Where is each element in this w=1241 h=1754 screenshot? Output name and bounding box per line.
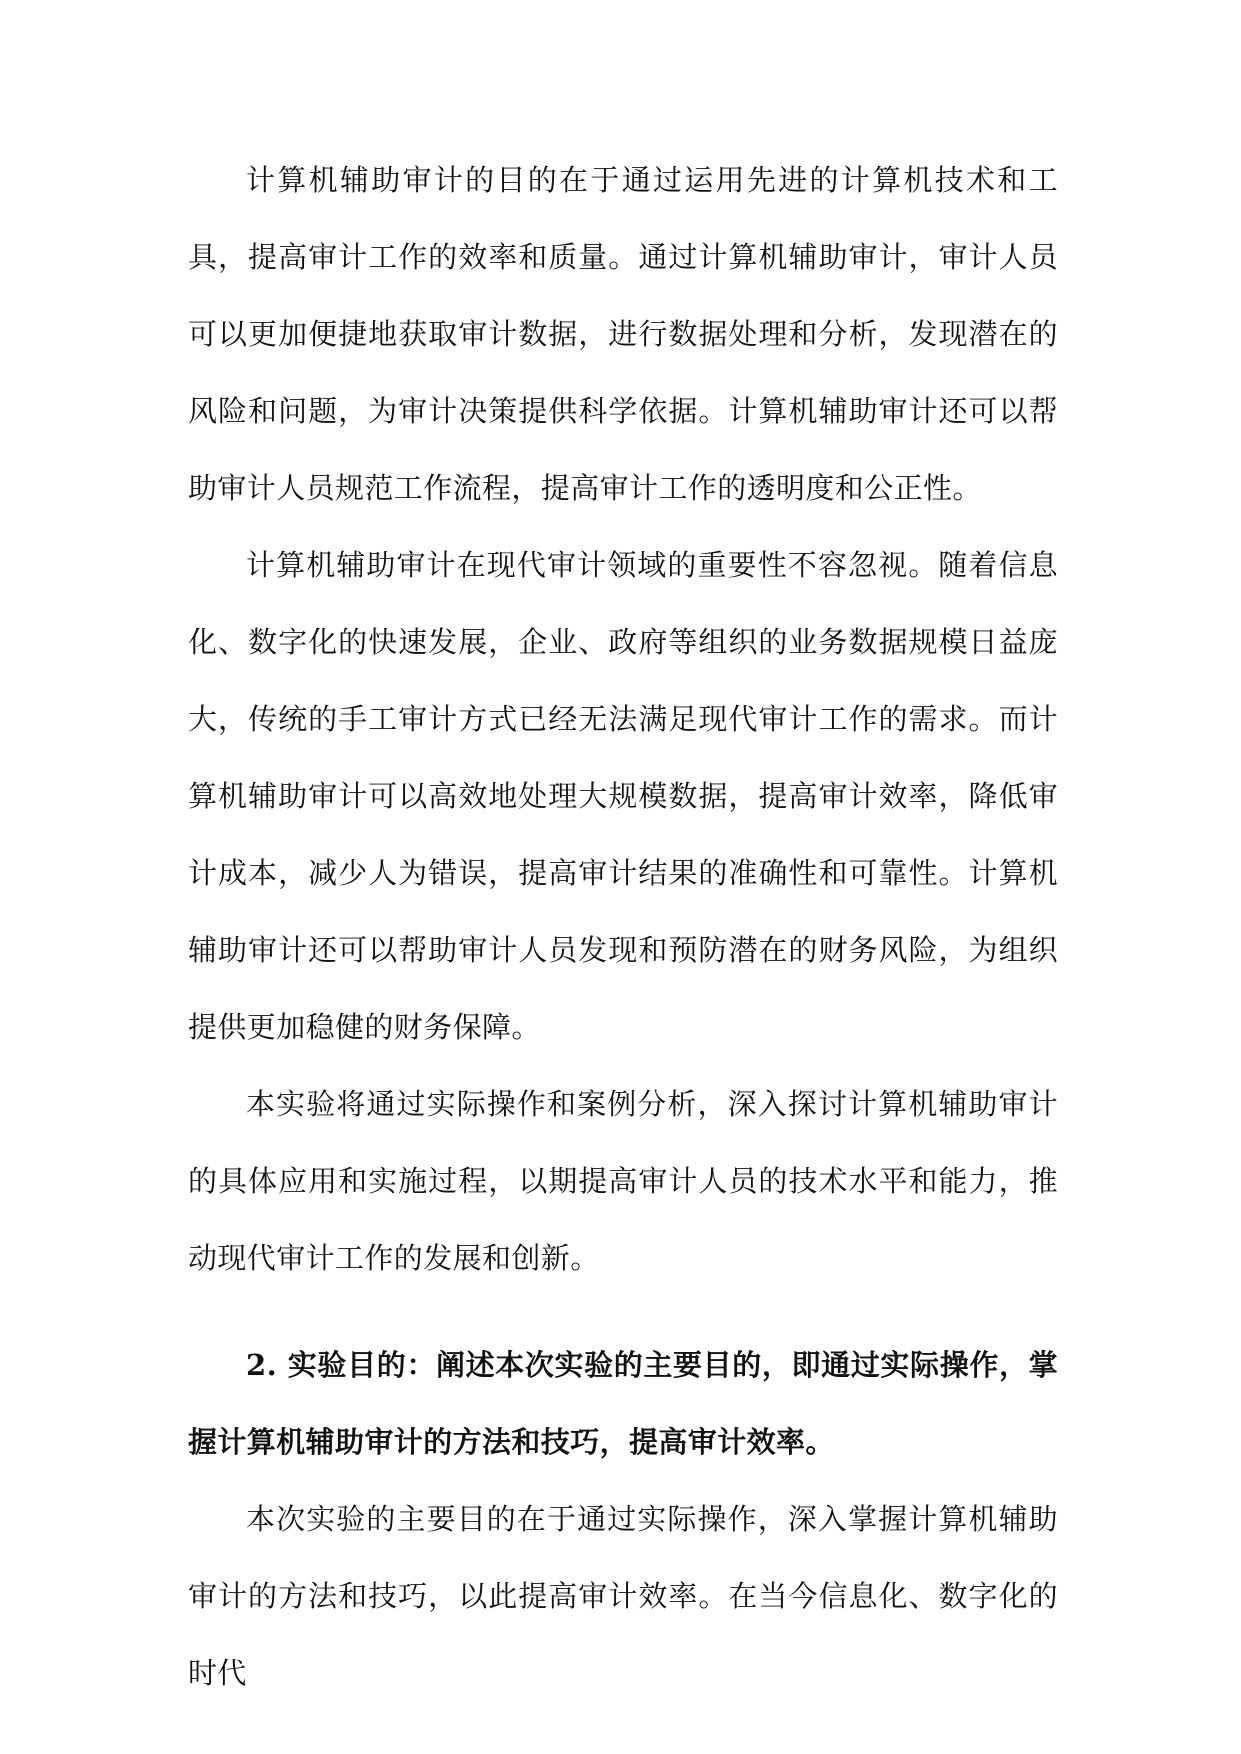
paragraph-objective-detail: 本次实验的主要目的在于通过实际操作，深入掌握计算机辅助审计的方法和技巧，以此提高审计效率。在当今信息化、数字化的时代	[188, 1502, 1058, 1690]
document-page	[188, 142, 1058, 1712]
paragraph-experiment-scope: 本实验将通过实际操作和案例分析，深入探讨计算机辅助审计的具体应用和实施过程，以期提高审计人员的技术水平和能力，推动现代审计工作的发展和创新。	[188, 1087, 1058, 1275]
section-heading-experiment-objective: 2. 实验目的：阐述本次实验的主要目的，即通过实际操作，掌握计算机辅助审计的方法和技巧，提高审计效率。	[188, 1348, 1058, 1459]
paragraph-importance: 计算机辅助审计在现代审计领域的重要性不容忽视。随着信息化、数字化的快速发展，企业、政府等组织的业务数据规模日益庞大，传统的手工审计方式已经无法满足现代审计工作的需求。而计算机辅助审计可以高效地处理大规模数据，提高审计效率，降低审计成本，减少人为错误，提高审计结果的准确性和可靠性。计算机辅助审计还可以帮助审计人员发现和预防潜在的财务风险，为组织提供更加稳健的财务保障。	[188, 548, 1058, 1044]
paragraph-purpose: 计算机辅助审计的目的在于通过运用先进的计算机技术和工具，提高审计工作的效率和质量。通过计算机辅助审计，审计人员可以更加便捷地获取审计数据，进行数据处理和分析，发现潜在的风险和问题，为审计决策提供科学依据。计算机辅助审计还可以帮助审计人员规范工作流程，提高审计工作的透明度和公正性。	[188, 163, 1058, 505]
